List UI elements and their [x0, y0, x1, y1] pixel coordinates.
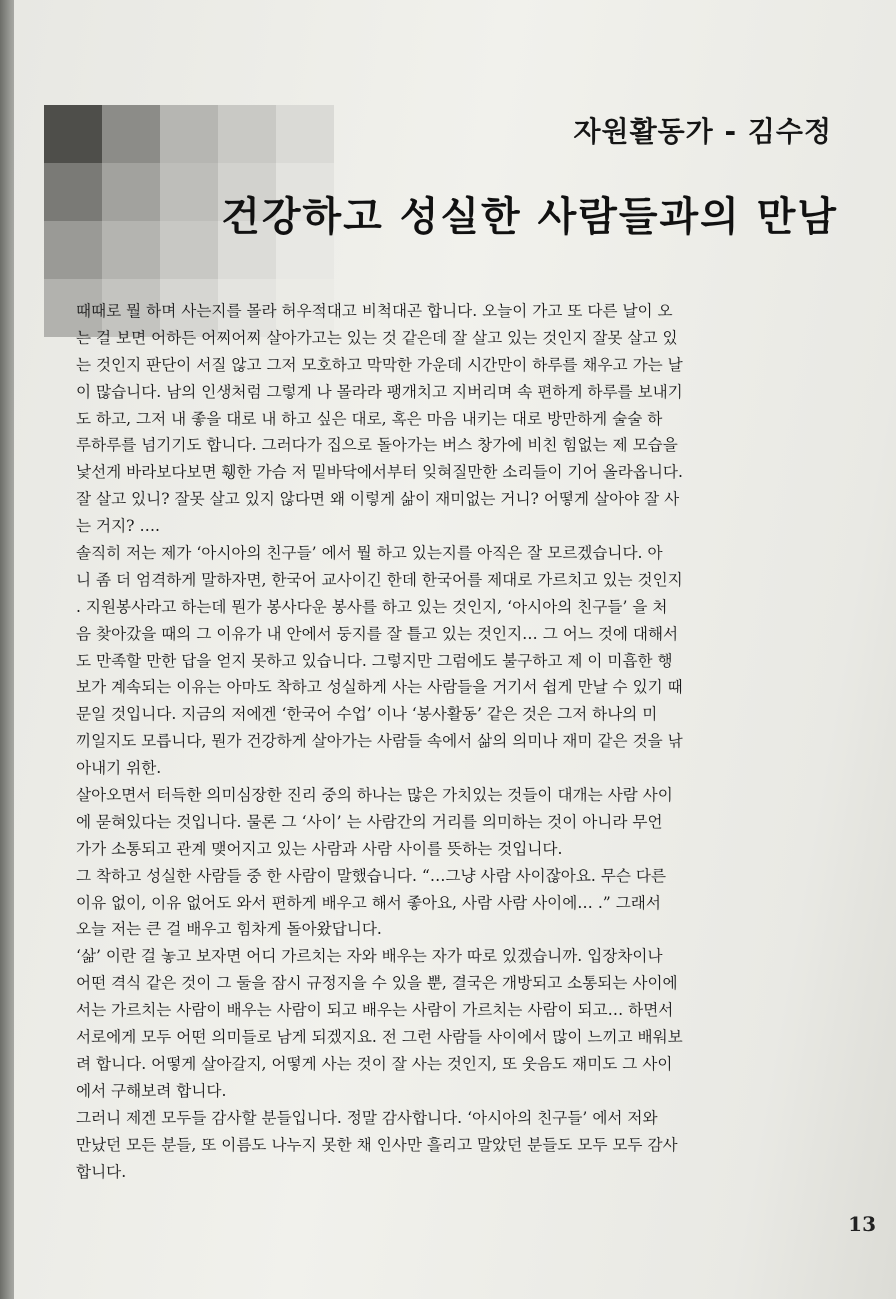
decoration-tile — [160, 221, 218, 279]
decoration-tile — [218, 105, 276, 163]
decoration-tile — [102, 163, 160, 221]
body-line: 낯선게 바라보다보면 휑한 가슴 저 밑바닥에서부터 잊혀질만한 소리들이 기어 올라옵니다. — [76, 463, 683, 482]
body-line: 아내기 위한. — [76, 759, 162, 778]
body-line: 음 찾아갔을 때의 그 이유가 내 안에서 둥지를 잘 틀고 있는 것인지… 그 어느 것에 대해서 — [76, 624, 679, 643]
body-line: 그 착하고 성실한 사람들 중 한 사람이 말했습니다. “…그냥 사람 사이잖아요. 무슨 다른 — [76, 866, 667, 885]
decoration-tile — [44, 163, 102, 221]
decoration-tile — [160, 163, 218, 221]
book-page — [14, 0, 896, 1299]
body-line: 서는 가르치는 사람이 배우는 사람이 되고 배우는 사람이 가르치는 사람이 되고… 하면서 — [76, 1001, 674, 1020]
body-line: 만났던 모든 분들, 또 이름도 나누지 못한 채 인사만 흘리고 말았던 분들도 모두 모두 감사 — [76, 1135, 678, 1154]
body-line: 잘 살고 있니? 잘못 살고 있지 않다면 왜 이렇게 삶이 재미없는 거니? 어떻게 살아야 잘 사 — [76, 490, 680, 509]
body-line: 에서 구해보려 합니다. — [76, 1081, 227, 1100]
section-label: 자원활동가 - 김수정 — [573, 115, 832, 148]
body-line: 이유 없이, 이유 없어도 와서 편하게 배우고 해서 좋아요, 사람 사람 사이에… .” 그래서 — [76, 893, 661, 912]
body-line: 루하루를 넘기기도 합니다. 그러다가 집으로 돌아가는 버스 창가에 비친 힘없는 제 모습을 — [76, 436, 678, 455]
body-line: 보가 계속되는 이유는 아마도 착하고 성실하게 사는 사람들을 거기서 쉽게 만날 수 있기 때 — [76, 678, 683, 697]
body-line: 살아오면서 터득한 의미심장한 진리 중의 하나는 많은 가치있는 것들이 대개는 사람 사이 — [76, 786, 673, 805]
body-line: 끼일지도 모릅니다, 뭔가 건강하게 살아가는 사람들 속에서 삶의 의미나 재미 같은 것을 낚 — [76, 732, 683, 751]
body-line: 솔직히 저는 제가 ‘아시아의 친구들’ 에서 뭘 하고 있는지를 아직은 잘 모르겠습니다. 아 — [76, 544, 663, 563]
article-body — [76, 298, 866, 1185]
body-line: 는 거지? …. — [76, 517, 161, 536]
decoration-tile — [44, 105, 102, 163]
article-title: 건강하고 성실한 사람들과의 만남 — [221, 194, 838, 240]
page-number: 13 — [848, 1212, 876, 1236]
body-line: 에 묻혀있다는 것입니다. 물론 그 ‘사이’ 는 사람간의 거리를 의미하는 것이 아니라 무언 — [76, 812, 663, 831]
decoration-tile — [160, 105, 218, 163]
body-line: 니 좀 더 엄격하게 말하자면, 한국어 교사이긴 한데 한국어를 제대로 가르치고 있는 것인지 — [76, 570, 683, 589]
body-line: . 지원봉사라고 하는데 뭔가 봉사다운 봉사를 하고 있는 것인지, ‘아시아의 친구들’ 을 처 — [76, 597, 668, 616]
body-line: 합니다. — [76, 1162, 127, 1181]
body-line: 오늘 저는 큰 걸 배우고 힘차게 돌아왔답니다. — [76, 920, 382, 939]
body-line: 이 많습니다. 남의 인생처럼 그렇게 나 몰라라 팽개치고 지버리며 속 편하게 하루를 보내기 — [76, 382, 683, 401]
body-line: 는 걸 보면 어하든 어찌어찌 살아가고는 있는 것 같은데 잘 살고 있는 것인지 잘못 살고 있 — [76, 328, 678, 347]
body-line: 도 만족할 만한 답을 얻지 못하고 있습니다. 그렇지만 그럼에도 불구하고 제 이 미흡한 행 — [76, 651, 673, 670]
body-line: ‘삶’ 이란 걸 놓고 보자면 어디 가르치는 자와 배우는 자가 따로 있겠습니까. 입장차이나 — [76, 947, 663, 966]
body-line: 가가 소통되고 관계 맺어지고 있는 사람과 사람 사이를 뜻하는 것입니다. — [76, 839, 563, 858]
body-line: 어떤 격식 같은 것이 그 둘을 잠시 규정지을 수 있을 뿐, 결국은 개방되고 소통되는 사이에 — [76, 974, 678, 993]
decoration-tile — [102, 105, 160, 163]
decoration-tile — [44, 221, 102, 279]
body-line: 때때로 뭘 하며 사는지를 몰라 허우적대고 비척대곤 합니다. 오늘이 가고 또 다른 날이 오 — [76, 302, 673, 320]
body-line: 서로에게 모두 어떤 의미들로 남게 되겠지요. 전 그런 사람들 사이에서 많이 느끼고 배워보 — [76, 1028, 683, 1047]
decoration-tile — [276, 105, 334, 163]
body-line: 는 것인지 판단이 서질 않고 그저 모호하고 막막한 가운데 시간만이 하루를 채우고 가는 날 — [76, 355, 683, 374]
body-line: 려 합니다. 어떻게 살아갈지, 어떻게 사는 것이 잘 사는 것인지, 또 웃음도 재미도 그 사이 — [76, 1054, 673, 1073]
body-line: 문일 것입니다. 지금의 저에겐 ‘한국어 수업’ 이나 ‘봉사활동’ 같은 것은 그저 하나의 미 — [76, 705, 658, 724]
body-line: 도 하고, 그저 내 좋을 대로 내 하고 싶은 대로, 혹은 마음 내키는 대로 방만하게 술술 하 — [76, 409, 663, 428]
decoration-tile — [102, 221, 160, 279]
body-line: 그러니 제겐 모두들 감사할 분들입니다. 정말 감사합니다. ‘아시아의 친구들’ 에서 저와 — [76, 1108, 658, 1127]
